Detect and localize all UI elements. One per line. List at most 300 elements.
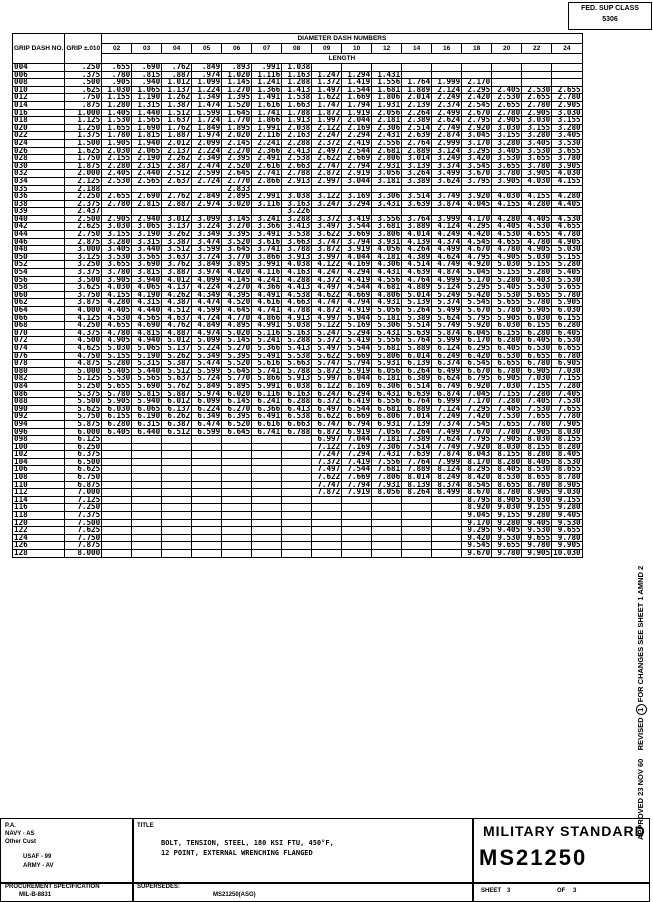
length-cell: 6.349 [192,413,222,421]
length-cell: 5.294 [342,329,372,337]
length-cell: 3.872 [312,246,342,254]
proc-spec-box [0,882,134,902]
length-cell [252,512,282,520]
length-cell: 3.795 [462,177,492,185]
length-cell [132,208,162,216]
length-cell: 4.991 [252,322,282,330]
length-cell: 1.520 [222,101,252,109]
length-cell: 7.931 [372,481,402,489]
length-cell: 1.349 [192,94,222,102]
length-cell: 2.780 [522,101,552,109]
length-cell: 2.545 [462,101,492,109]
length-cell [102,451,132,459]
length-cell: 1.491 [252,94,282,102]
length-cell: 4.645 [222,307,252,315]
length-cell [462,208,492,216]
length-cell [252,504,282,512]
length-cell: 5.520 [222,360,252,368]
length-cell [432,504,462,512]
length-cell [342,208,372,216]
length-cell [372,208,402,216]
table-row [13,474,583,482]
length-cell: 9.655 [522,534,552,542]
length-cell: 1.991 [252,124,282,132]
length-cell: 5.999 [432,337,462,345]
length-cell: 2.762 [162,193,192,201]
length-cell: 5.681 [372,344,402,352]
table-row [13,155,583,163]
length-cell: 1.372 [312,79,342,87]
length-cell: 1.419 [342,79,372,87]
length-cell [402,542,432,550]
length-cell [312,519,342,527]
length-cell: 6.530 [552,337,582,345]
length-cell: 4.905 [492,253,522,261]
grip-cell: .250 [65,64,102,72]
grip-dash-cell: 064 [13,307,65,315]
length-cell: 2.780 [552,94,582,102]
length-cell: 3.270 [222,223,252,231]
grip-cell: 7.000 [65,489,102,497]
length-cell: 6.681 [372,405,402,413]
length-cell: 2.012 [162,139,192,147]
grip-dash-cell: 066 [13,314,65,322]
length-cell: 4.122 [312,261,342,269]
length-cell: 4.249 [432,231,462,239]
length-cell: 1.030 [102,86,132,94]
grip-cell: 5.625 [65,405,102,413]
table-row [13,269,583,277]
grip-dash-cell: 060 [13,291,65,299]
length-cell: 5.788 [282,367,312,375]
length-cell: 5.270 [222,344,252,352]
length-cell: 3.997 [312,253,342,261]
length-cell: 2.780 [102,200,132,208]
table-row [13,413,583,421]
length-cell: 7.681 [372,466,402,474]
length-cell: 3.491 [252,231,282,239]
length-cell: 3.190 [132,231,162,239]
length-cell: 5.872 [312,367,342,375]
grip-dash-cell: 004 [13,64,65,72]
length-cell: 6.155 [552,314,582,322]
grip-cell: 2.875 [65,238,102,246]
length-cell [252,481,282,489]
length-cell: 3.663 [282,238,312,246]
table-row [13,193,583,201]
length-cell: 3.849 [192,261,222,269]
length-cell: 9.905 [552,542,582,550]
length-cell: 4.780 [552,231,582,239]
length-cell: 5.764 [402,337,432,345]
length-cell: 7.764 [402,458,432,466]
length-cell: 6.405 [552,329,582,337]
table-row [13,329,583,337]
length-cell: 6.780 [522,360,552,368]
length-cell: 3.122 [312,193,342,201]
length-cell: 3.514 [402,193,432,201]
length-cell: 3.405 [492,147,522,155]
table-row [13,451,583,459]
length-cell: 7.264 [402,428,432,436]
length-cell: 2.280 [102,162,132,170]
length-cell: 5.530 [492,291,522,299]
length-cell: 7.420 [462,413,492,421]
table-row [13,307,583,315]
length-cell: 4.474 [192,299,222,307]
length-cell [342,512,372,520]
length-cell [372,519,402,527]
length-cell: 6.405 [522,337,552,345]
length-cell: 3.556 [372,215,402,223]
length-cell: 4.045 [462,200,492,208]
length-cell: 7.806 [372,474,402,482]
length-cell: 3.280 [552,124,582,132]
length-cell: 4.565 [132,314,162,322]
length-cell: 2.849 [192,193,222,201]
length-cell: 6.997 [312,436,342,444]
navy-custodian: NAVY - AS [5,831,35,837]
title-line-2: 12 POINT, EXTERNAL WRENCHING FLANGED [161,849,313,857]
length-cell: 3.940 [132,276,162,284]
length-cell: 4.280 [522,200,552,208]
length-cell: 5.690 [132,382,162,390]
length-cell: 6.155 [492,329,522,337]
length-cell: 5.794 [342,360,372,368]
length-cell: 2.544 [342,147,372,155]
revised-text: REVISED [636,717,645,751]
length-cell: 3.038 [282,193,312,201]
length-cell: 5.145 [222,337,252,345]
length-cell: 8.155 [492,451,522,459]
length-cell: 3.770 [222,253,252,261]
length-cell: 6.794 [342,420,372,428]
table-row [13,117,583,125]
length-cell [192,489,222,497]
sheet-label: SHEET [481,888,502,894]
length-cell [102,489,132,497]
length-cell: 7.405 [492,405,522,413]
length-cell: 3.169 [342,193,372,201]
table-row [13,185,583,193]
length-cell: 6.474 [192,420,222,428]
length-cell: 9.655 [492,542,522,550]
grip-dash-cell: 024 [13,139,65,147]
length-cell: 2.139 [402,101,432,109]
diameter-dash-12: 12 [372,44,402,54]
length-cell: 7.780 [522,420,552,428]
grip-dash-cell: 102 [13,451,65,459]
grip-dash-cell: 056 [13,276,65,284]
length-cell: 4.741 [252,307,282,315]
length-cell: 2.530 [102,177,132,185]
length-cell: 6.288 [282,398,312,406]
length-cell [102,542,132,550]
length-cell [132,451,162,459]
length-cell [282,458,312,466]
grip-cell: 7.125 [65,496,102,504]
length-cell: 8.155 [522,443,552,451]
table-row [13,253,583,261]
length-cell: 5.403 [522,276,552,284]
length-cell [522,71,552,79]
length-cell [492,64,522,72]
length-cell: 6.044 [342,375,372,383]
length-cell: 4.030 [102,284,132,292]
length-cell: 4.431 [372,269,402,277]
length-cell [432,527,462,535]
length-cell: 5.940 [132,398,162,406]
length-cell: 6.405 [102,428,132,436]
length-cell: 4.280 [102,299,132,307]
length-cell: 2.741 [252,170,282,178]
table-row [13,299,583,307]
length-cell: 6.372 [312,398,342,406]
length-cell: 4.124 [432,223,462,231]
length-cell: 5.440 [132,367,162,375]
length-cell: 5.419 [342,337,372,345]
length-cell: 3.280 [492,139,522,147]
length-cell: 5.306 [372,322,402,330]
length-cell: 3.645 [222,246,252,254]
length-cell: 4.905 [522,246,552,254]
length-cell: 3.056 [372,170,402,178]
grip-dash-cell: 070 [13,329,65,337]
length-cell: 6.670 [462,367,492,375]
length-cell [432,512,462,520]
length-cell: 6.030 [522,314,552,322]
length-cell: 4.137 [162,284,192,292]
length-cell [372,542,402,550]
length-cell: 5.815 [132,390,162,398]
length-cell [132,474,162,482]
length-cell: 1.512 [162,109,192,117]
length-cell: 5.012 [162,337,192,345]
length-cell [282,489,312,497]
length-cell: 3.530 [522,147,552,155]
length-cell [522,64,552,72]
length-cell: 2.520 [222,162,252,170]
diameter-dash-04: 04 [162,44,192,54]
length-cell: 4.405 [522,215,552,223]
length-cell: 8.014 [402,474,432,482]
length-cell: 4.663 [282,299,312,307]
length-cell [132,489,162,497]
length-cell [312,64,342,72]
length-cell: 6.499 [432,367,462,375]
length-cell [282,474,312,482]
length-cell [162,481,192,489]
table-row [13,79,583,87]
length-cell: 6.645 [222,428,252,436]
length-cell: 1.405 [102,109,132,117]
length-cell: 2.690 [132,193,162,201]
length-cell: 4.155 [552,177,582,185]
length-cell: 7.124 [432,405,462,413]
length-cell: 3.920 [462,193,492,201]
length-cell: 2.887 [162,200,192,208]
length-cell: 4.806 [372,291,402,299]
grip-cell: 4.125 [65,314,102,322]
length-cell [552,71,582,79]
length-cell: 5.474 [192,360,222,368]
length-cell: 4.530 [522,223,552,231]
length-cell: 3.874 [432,200,462,208]
fed-sup-class-label: FED. SUP CLASS [581,5,639,12]
length-cell: 6.616 [252,420,282,428]
length-cell [552,64,582,72]
length-cell: 6.622 [312,413,342,421]
length-cell: 9.530 [552,519,582,527]
length-cell: 9.280 [552,504,582,512]
grip-cell: 5.375 [65,390,102,398]
length-cell: 2.440 [132,170,162,178]
length-cell: 2.349 [192,155,222,163]
length-cell: 5.874 [432,329,462,337]
length-cell: 2.020 [222,132,252,140]
length-cell: 6.116 [252,390,282,398]
length-cell: 2.788 [282,170,312,178]
length-cell [192,481,222,489]
length-cell: 5.420 [462,291,492,299]
grip-cell: 4.875 [65,360,102,368]
length-cell: 6.280 [552,322,582,330]
grip-header: GRIP ±.010 [65,34,102,64]
length-cell [372,496,402,504]
length-cell: 4.530 [102,314,132,322]
length-cell: 4.014 [402,231,432,239]
length-cell: 7.905 [552,420,582,428]
grip-dash-cell: 110 [13,481,65,489]
length-cell: 7.374 [432,420,462,428]
length-cell [192,458,222,466]
diameter-dash-08: 08 [282,44,312,54]
table-row [13,261,583,269]
other-cust-label: Other Cust [5,839,37,845]
length-cell: 9.530 [492,534,522,542]
length-cell: 6.241 [252,398,282,406]
length-cell: 8.905 [552,481,582,489]
length-cell [222,489,252,497]
length-cell: 6.806 [372,413,402,421]
length-cell: 3.224 [192,223,222,231]
length-cell [372,504,402,512]
length-cell: 6.599 [192,428,222,436]
length-cell [432,534,462,542]
length-cell [252,542,282,550]
length-cell: 3.181 [372,177,402,185]
table-row [13,101,583,109]
length-cell: 4.849 [192,322,222,330]
length-cell: 6.155 [102,413,132,421]
length-cell [162,550,192,558]
length-cell: 2.670 [462,109,492,117]
length-cell: 7.405 [552,390,582,398]
length-cell: 8.043 [462,451,492,459]
length-cell: 5.565 [132,375,162,383]
proc-spec-value: MIL-B-8831 [19,892,52,898]
length-cell: 7.155 [492,390,522,398]
length-cell: 8.280 [522,451,552,459]
length-cell: 1.747 [312,101,342,109]
length-cell: 1.163 [282,71,312,79]
grip-cell: 1.875 [65,162,102,170]
length-cell: 8.780 [552,474,582,482]
length-cell: 4.780 [522,238,552,246]
length-cell: 6.395 [222,413,252,421]
length-cell: 8.655 [522,474,552,482]
length-cell: 9.670 [462,550,492,558]
length-cell: 2.624 [432,117,462,125]
length-cell: 1.137 [162,86,192,94]
grip-dash-cell: 020 [13,124,65,132]
length-cell: 8.530 [492,474,522,482]
length-cell: 6.280 [522,329,552,337]
grip-dash-cell: 058 [13,284,65,292]
length-cell: 1.530 [102,117,132,125]
length-cell: 2.295 [462,86,492,94]
length-cell: .815 [132,71,162,79]
length-cell [132,534,162,542]
grip-dash-cell: 022 [13,132,65,140]
length-cell [282,185,312,193]
grip-dash-cell: 016 [13,109,65,117]
length-cell: 2.905 [552,101,582,109]
length-cell: 3.889 [402,223,432,231]
length-cell [222,496,252,504]
length-cell: 5.288 [282,337,312,345]
length-cell: 1.413 [282,86,312,94]
grip-dash-cell: 034 [13,177,65,185]
length-cell: 4.374 [432,238,462,246]
grip-cell: 3.000 [65,246,102,254]
length-cell: 7.544 [342,466,372,474]
table-row [13,367,583,375]
length-cell: 6.294 [342,390,372,398]
length-cell: 3.045 [462,132,492,140]
length-cell: 6.431 [372,390,402,398]
length-cell [102,496,132,504]
length-cell [162,489,192,497]
length-cell: 2.833 [222,185,252,193]
length-cell [222,504,252,512]
length-cell: 9.405 [552,512,582,520]
length-cell: 4.155 [102,291,132,299]
length-cell: 7.122 [312,443,342,451]
length-cell: 5.544 [342,344,372,352]
length-cell: 9.780 [522,542,552,550]
grip-cell: 2.437 [65,208,102,216]
length-cell: 6.747 [312,420,342,428]
length-cell: 4.872 [312,307,342,315]
length-cell: 5.724 [192,375,222,383]
grip-dash-cell: 126 [13,542,65,550]
table-row [13,519,583,527]
diameter-dash-18: 18 [462,44,492,54]
length-cell: 6.520 [222,420,252,428]
grip-cell: 2.500 [65,215,102,223]
length-cell: 5.919 [342,367,372,375]
length-cell: 6.295 [462,344,492,352]
length-cell: 7.170 [462,398,492,406]
table-row [13,534,583,542]
length-cell [102,443,132,451]
length-cell: 7.556 [372,458,402,466]
length-cell: 4.530 [552,215,582,223]
length-cell [552,79,582,87]
grip-dash-cell: 082 [13,375,65,383]
length-cell: 4.538 [282,291,312,299]
